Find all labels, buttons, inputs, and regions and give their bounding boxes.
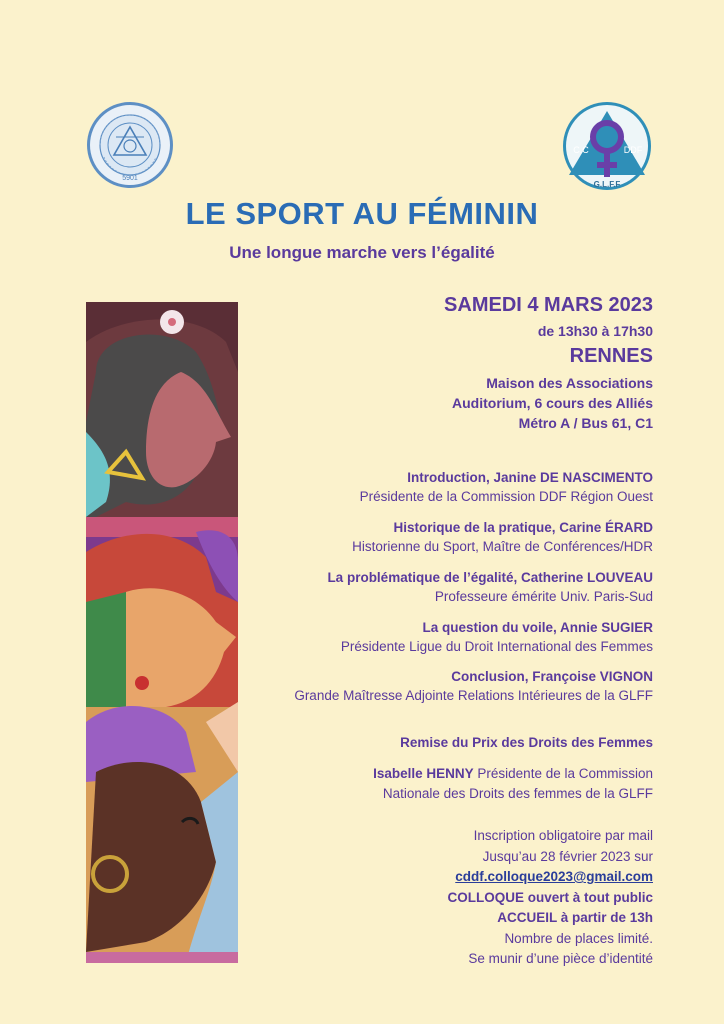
event-time: de 13h30 à 17h30 [537,323,653,339]
event-venue [452,373,653,433]
prize-title: Remise du Prix des Droits des Femmes [400,735,653,750]
program-speaker: Historique de la pratique, Carine ÉRARD [393,520,653,535]
program-speaker: La problématique de l’égalité, Catherine LOUVEAU [327,570,653,585]
program-role: Présidente Ligue du Droit International des Femmes [340,639,653,654]
accueil-time: ACCUEIL à partir de 13h [497,910,653,925]
registration-deadline: Jusqu’au 28 février 2023 sur [482,848,653,864]
grande-loge-seal-logo [86,101,174,189]
seal-number: 5901 [122,175,138,182]
prize-recipient-role: Présidente de la Commission [473,766,653,781]
program-item [352,520,653,554]
poster-title: LE SPORT AU FÉMININ [185,196,539,231]
event-city: RENNES [569,345,653,367]
venue-name: Maison des Associations [486,375,653,391]
program-role: Historienne du Sport, Maître de Conférences/HDR [352,539,653,554]
prize-recipient [373,764,653,804]
program-role: Grande Maîtresse Adjointe Relations Intérieures de la GLFF [294,688,653,703]
program-item [341,620,653,654]
logo-letters-ddf: DDF [623,145,643,155]
venue-address: Auditorium, 6 cours des Alliés [452,395,653,411]
cddf-glff-logo [561,101,653,191]
program-item [294,669,653,703]
colloque-public: COLLOQUE ouvert à tout public [447,889,653,905]
program-role: Présidente de la Commission DDF Région Ouest [359,489,653,504]
registration-required: Inscription obligatoire par mail [473,828,653,843]
event-date: SAMEDI 4 MARS 2023 [444,294,653,316]
program-speaker: Introduction, Janine DE NASCIMENTO [407,470,653,485]
program-speaker: Conclusion, Françoise VIGNON [451,669,653,684]
prize-recipient-name: Isabelle HENNY [373,766,474,781]
logo-letters-cc: C.C [573,145,589,155]
registration-info [448,826,654,970]
program-speaker: La question du voile, Annie SUGIER [422,620,653,635]
id-required: Se munir d’une pièce d’identité [468,951,653,966]
places-limited: Nombre de places limité. [504,930,653,946]
prize-recipient-role-cont: Nationale des Droits des femmes de la GLFF [382,786,653,801]
program-item [360,470,653,504]
venue-transport: Métro A / Bus 61, C1 [518,415,653,431]
program-item [327,570,653,604]
registration-email-link[interactable]: cddf.colloque2023@gmail.com [455,869,653,884]
logo-letters-glff: G.L.F.F [593,180,621,189]
program-role: Professeure émérite Univ. Paris-Sud [434,589,653,604]
women-profiles-illustration [86,302,238,963]
poster-subtitle: Une longue marche vers l’égalité [229,243,495,262]
